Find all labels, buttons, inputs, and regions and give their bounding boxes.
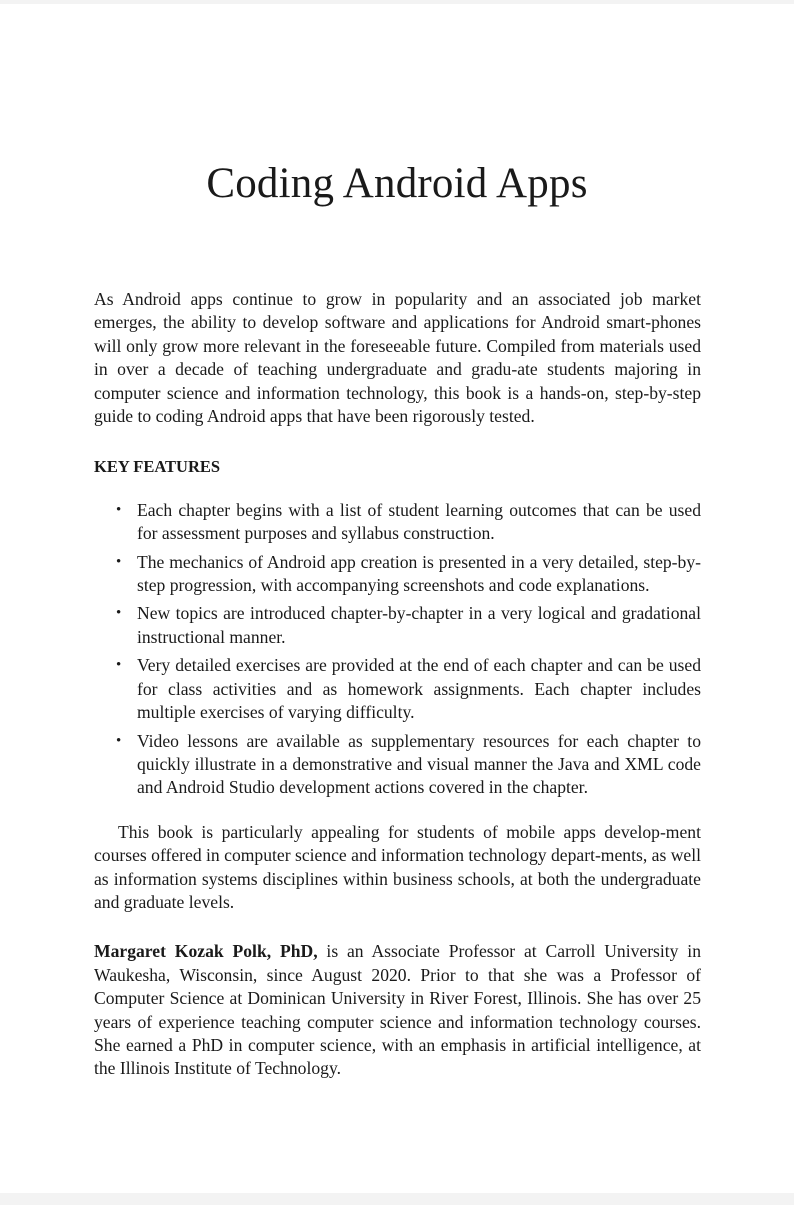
- feature-text: The mechanics of Android app creation is presented in a very detailed, step-by-step progression, with accompanying screenshots and code explanations.: [137, 551, 701, 596]
- key-features-list: [94, 499, 701, 800]
- feature-text: New topics are introduced chapter-by-chapter in a very logical and gradational instructional manner.: [137, 603, 701, 647]
- bullet-icon: •: [116, 732, 122, 749]
- cover-text: [94, 288, 701, 1081]
- key-features-heading: KEY FEATURES: [94, 457, 221, 477]
- audience-paragraph: This book is particularly appealing for students of mobile apps develop-ment courses offered in computer science and information technology depart-ments, as well as information systems disciplines within business schools, at both the undergraduate and graduate levels.: [94, 821, 701, 912]
- intro-paragraph: As Android apps continue to grow in popularity and an associated job market emerges, the ability to develop software and applications for Android smart-phones will only grow more relevant in the foreseeable future. Compiled from materials used in over a decade of teaching undergraduate and gradu-ate students majoring in computer science and information technology, this book is a hands-on, step-by-step guide to coding Android apps that have been rigorously tested.: [94, 289, 701, 427]
- list-item: [94, 730, 701, 800]
- bullet-icon: •: [116, 501, 122, 518]
- book-back-cover-page: [0, 4, 794, 1193]
- list-item: [94, 551, 701, 598]
- bullet-icon: •: [116, 605, 122, 622]
- feature-text: Very detailed exercises are provided at the end of each chapter and can be used for class activities and as homework assignments. Each chapter includes multiple exercises of varying difficulty.: [137, 655, 701, 723]
- book-title: Coding Android Apps: [206, 160, 588, 207]
- author-bio-paragraph: [94, 940, 701, 1080]
- author-bio-text: is an Associate Professor at Carroll University in Waukesha, Wisconsin, since August 2020. Prior to that she was a Professor of Computer Science at Dominican University in River Forest, Illinois. She has over 25 years of experience teaching computer science and information technology courses. She earned a PhD in computer science, with an emphasis in artificial intelligence, at the Illinois Institute of Technology.: [94, 941, 701, 1079]
- feature-text: Video lessons are available as supplementary resources for each chapter to quickly illustrate in a demonstrative and visual manner the Java and XML code and Android Studio development actions covered in the chapter.: [137, 730, 701, 798]
- list-item: [94, 499, 701, 546]
- bullet-icon: •: [116, 553, 122, 570]
- author-name: Margaret Kozak Polk, PhD,: [94, 941, 318, 962]
- list-item: [94, 654, 701, 724]
- feature-text: Each chapter begins with a list of student learning outcomes that can be used for assessment purposes and syllabus construction.: [137, 499, 701, 544]
- bullet-icon: •: [116, 657, 122, 674]
- list-item: [94, 602, 701, 649]
